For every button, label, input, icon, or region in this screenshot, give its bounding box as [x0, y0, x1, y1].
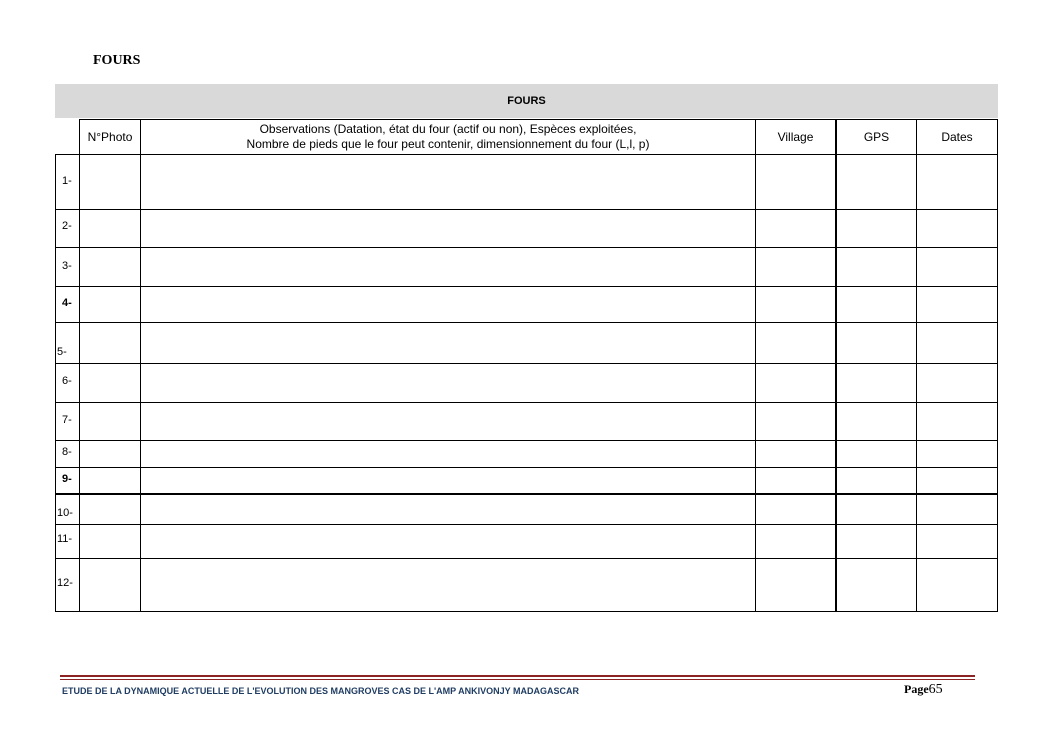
grid-line: [835, 119, 837, 612]
page-number-value: 65: [928, 682, 943, 697]
table-title-band: [55, 84, 998, 118]
footer-rule: [60, 675, 975, 677]
grid-line: [55, 440, 998, 441]
grid-line: [55, 467, 998, 468]
row-label: 12-: [57, 577, 73, 589]
section-title: FOURS: [93, 53, 141, 68]
row-label: 9-: [62, 473, 72, 485]
row-label: 3-: [62, 260, 72, 272]
footer-rule: [60, 679, 975, 680]
footer-text: ETUDE DE LA DYNAMIQUE ACTUELLE DE L'EVOLUTION DES MANGROVES CAS DE L'AMP ANKIVONJY MADAGASCAR: [62, 686, 579, 696]
grid-line: [55, 154, 56, 612]
page-number: [904, 682, 943, 698]
column-header-photo-label: N°Photo: [87, 129, 133, 144]
column-header-dates-label: Dates: [941, 129, 973, 144]
grid-line: [55, 524, 998, 525]
row-label: 10-: [57, 507, 73, 519]
row-label: 5-: [57, 346, 67, 358]
column-header-village: [756, 120, 835, 154]
grid-line: [755, 119, 756, 612]
grid-line: [79, 119, 80, 612]
row-label: 1-: [62, 175, 72, 187]
column-header-village-label: Village: [777, 129, 814, 144]
grid-line: [55, 611, 998, 612]
grid-line: [55, 322, 998, 323]
grid-line: [55, 402, 998, 403]
grid-line: [140, 119, 141, 612]
column-header-gps-label: GPS: [863, 129, 890, 144]
row-label: 8-: [62, 446, 72, 458]
grid-line: [55, 493, 998, 495]
column-header-photo: [80, 120, 140, 154]
table-title: FOURS: [507, 95, 546, 107]
column-header-gps: [837, 120, 916, 154]
page-label: Page: [904, 682, 929, 696]
row-label: 6-: [62, 375, 72, 387]
grid-line: [997, 119, 998, 612]
row-label: 11-: [57, 533, 73, 545]
grid-line: [55, 209, 998, 210]
grid-line: [55, 154, 998, 155]
grid-line: [55, 247, 998, 248]
grid-line: [55, 363, 998, 364]
column-header-dates: [917, 120, 997, 154]
column-header-observations-line2: Nombre de pieds que le four peut contenir, dimensionnement du four (L,l, p): [246, 137, 650, 151]
column-header-observations: [141, 120, 755, 154]
row-label: 7-: [62, 414, 72, 426]
grid-line: [916, 119, 917, 612]
row-label: 4-: [62, 297, 72, 309]
row-label: 2-: [62, 220, 72, 232]
grid-line: [55, 558, 998, 559]
column-header-observations-line1: Observations (Datation, état du four (actif ou non), Espèces exploitées,: [259, 122, 637, 136]
grid-line: [55, 286, 998, 287]
